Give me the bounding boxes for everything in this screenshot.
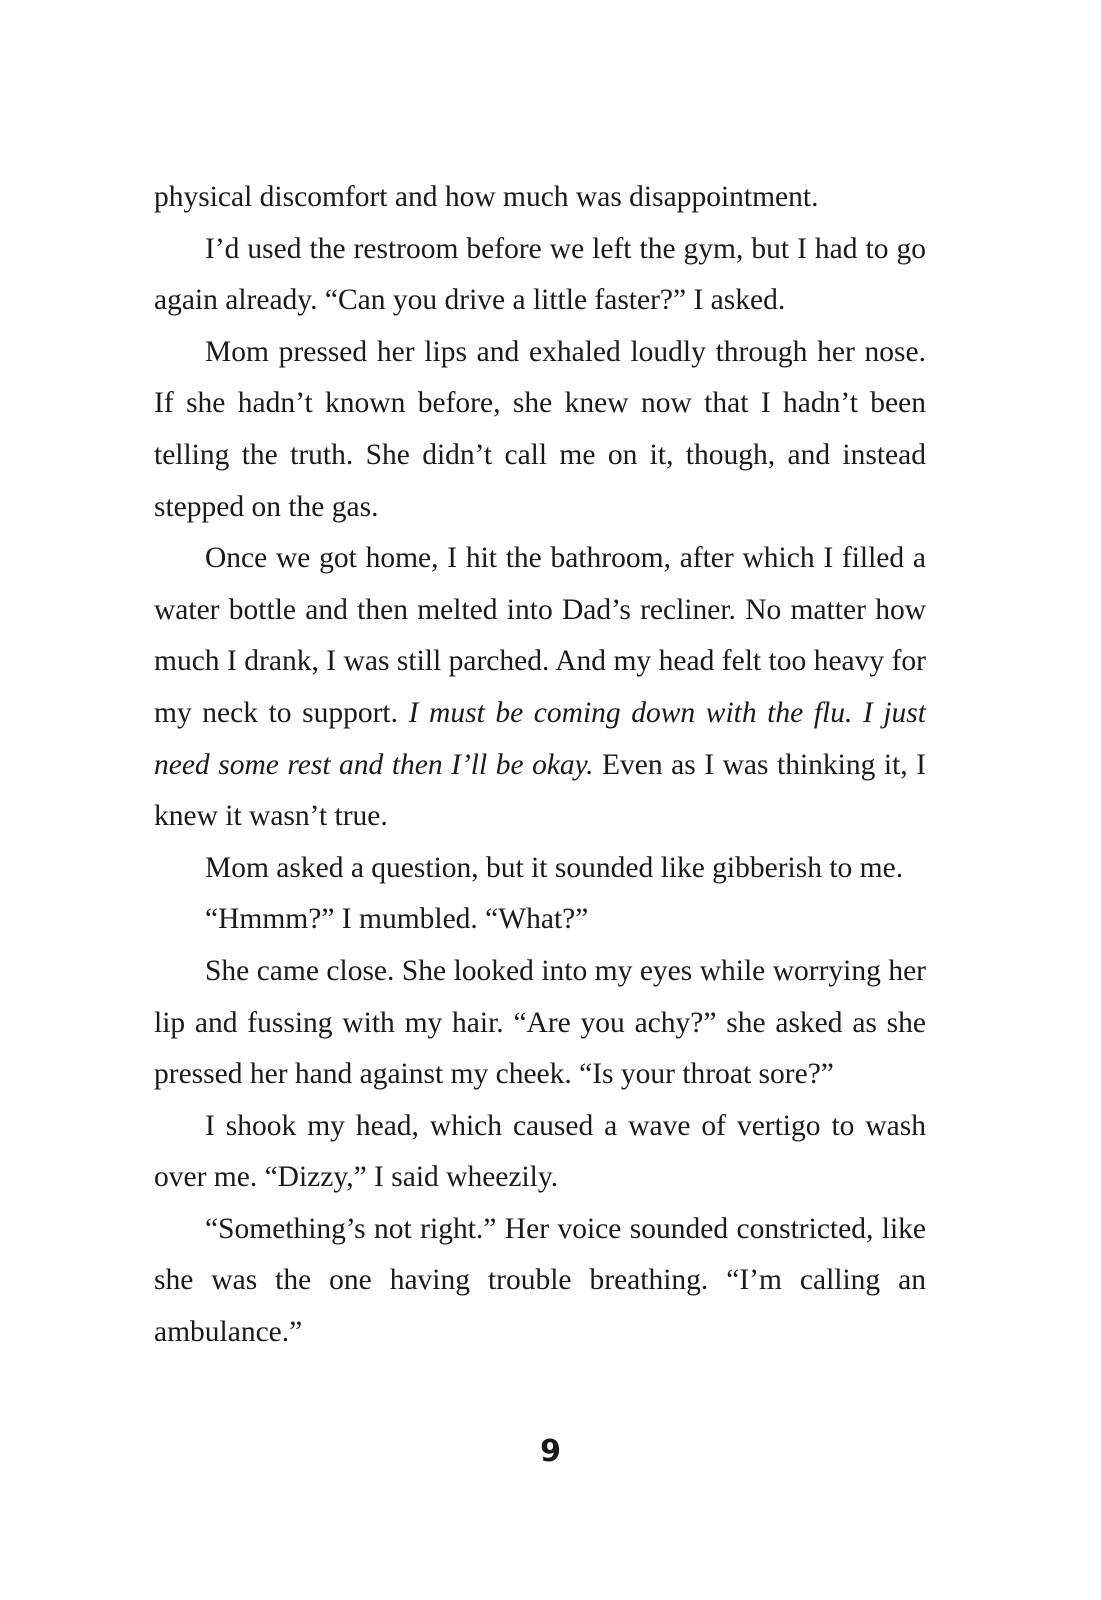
paragraph-7: She came close. She looked into my eyes while worrying her lip and fussing with my hair. “Are you achy?” she asked as she pressed her hand against my cheek. “Is your throat sore?”: [154, 954, 926, 1091]
paragraph-2: I’d used the restroom before we left the gym, but I had to go again already. “Can you drive a little faster?” I asked.: [154, 232, 926, 317]
page-number: 9: [540, 1434, 561, 1469]
paragraph-3: Mom pressed her lips and exhaled loudly through her nose. If she hadn’t known before, she knew now that I hadn’t been telling the truth. She didn’t call me on it, though, and instead stepped on the gas.: [154, 335, 926, 523]
paragraph-6: “Hmmm?” I mumbled. “What?”: [205, 903, 589, 936]
paragraph-1: physical discomfort and how much was disappointment.: [154, 181, 819, 213]
paragraph-4-text-end: Even as I was thinking it, I knew it wasn’t true.: [154, 748, 926, 833]
page-body: [154, 172, 926, 1359]
paragraph-5: Mom asked a question, but it sounded like gibberish to me.: [205, 851, 904, 884]
paragraph-4: [154, 533, 926, 843]
paragraph-4-text-start: Once we got home, I hit the bathroom, after which I filled a water bottle and then melted into Dad’s recliner. No matter how much I drank, I was still parched. And my head felt too heavy for my neck to support.: [154, 542, 926, 729]
paragraph-9: “Something’s not right.” Her voice sounded constricted, like she was the one having trouble breathing. “I’m calling an ambulance.”: [154, 1212, 926, 1349]
paragraph-8: I shook my head, which caused a wave of vertigo to wash over me. “Dizzy,” I said wheezily.: [154, 1109, 926, 1194]
paragraph-4-italic-thought: I must be coming down with the flu. I just need some rest and then I’ll be okay.: [154, 696, 926, 781]
